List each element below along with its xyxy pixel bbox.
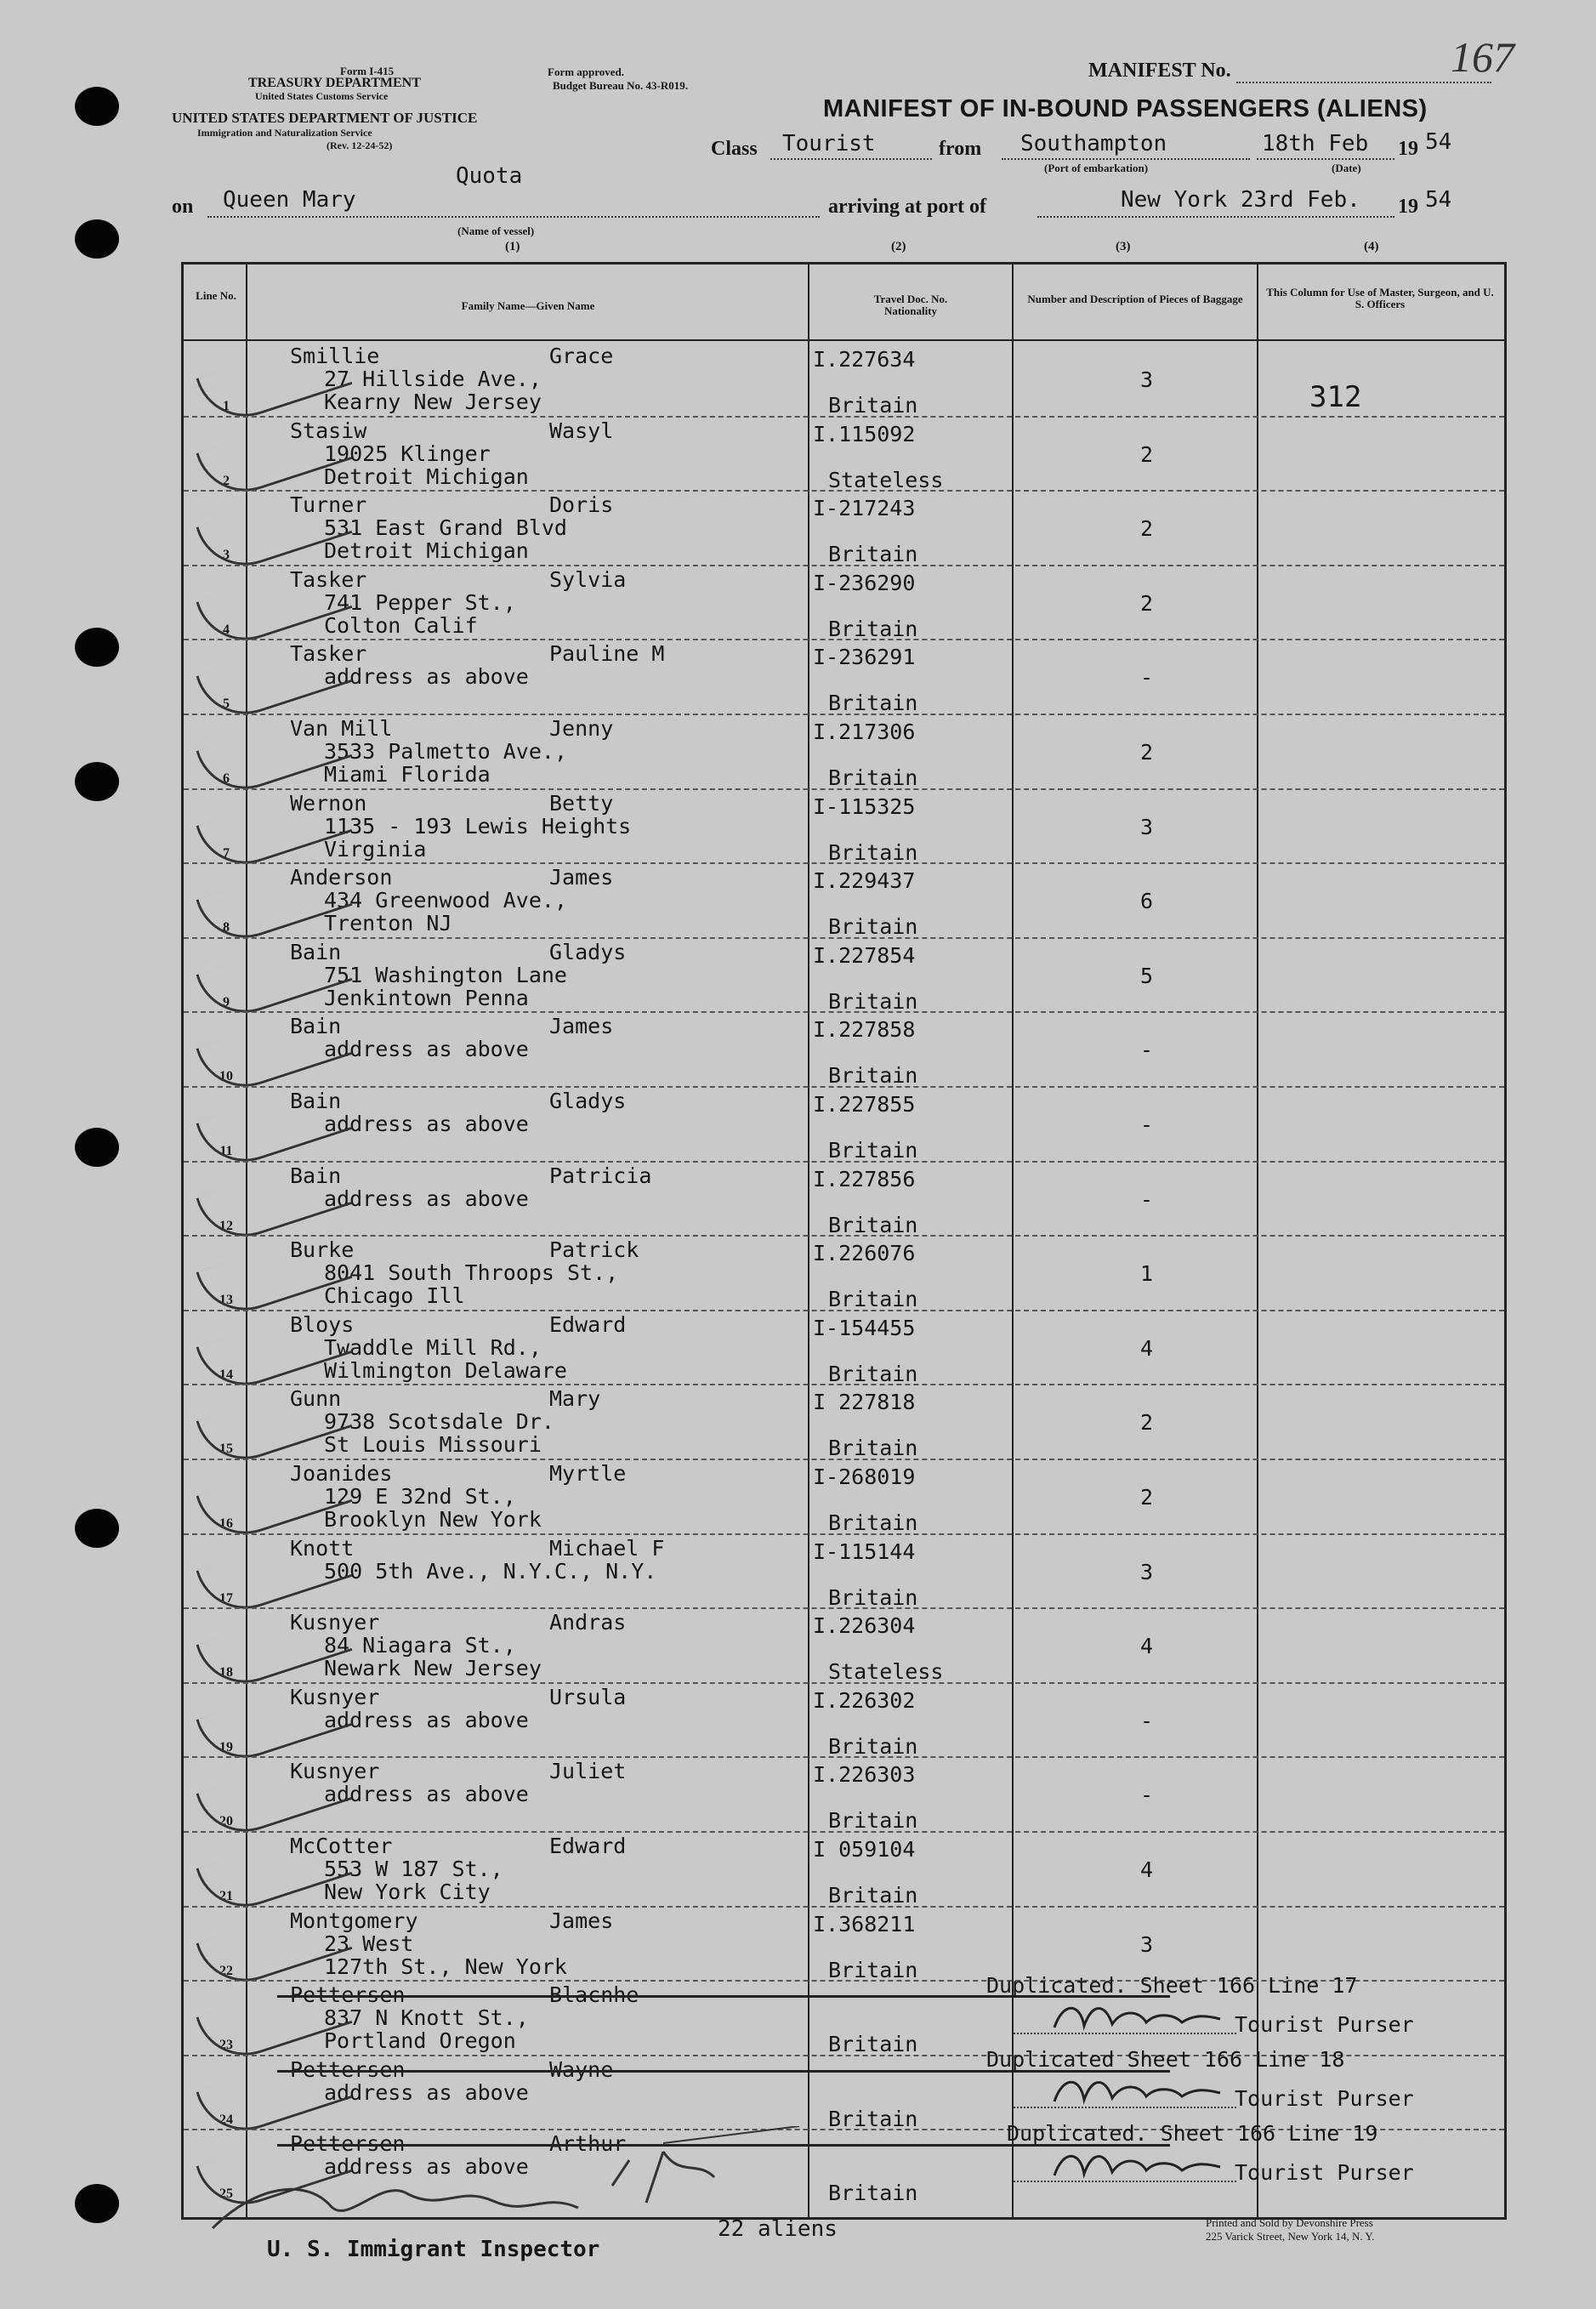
family-name: McCotter <box>290 1834 393 1858</box>
line-number: 2 <box>223 473 230 488</box>
travel-doc-no: I.226304 <box>813 1613 916 1639</box>
travel-doc-no: I 227818 <box>813 1390 916 1415</box>
family-name: Turner <box>290 492 367 518</box>
baggage-count: 3 <box>1140 814 1154 839</box>
duplicate-text: Duplicated Sheet 166 Line 18 <box>986 2047 1345 2072</box>
baggage-count: 2 <box>1140 1485 1154 1510</box>
table-row <box>184 492 1504 566</box>
class-line <box>770 158 932 160</box>
travel-doc-no: I.227856 <box>813 1166 916 1191</box>
nationality: Britain <box>828 2032 918 2057</box>
nationality: Stateless <box>828 1659 944 1685</box>
date-line <box>1257 158 1394 160</box>
table-row <box>184 418 1504 492</box>
travel-doc-no: I 059104 <box>813 1837 916 1862</box>
family-name: Tasker <box>290 566 367 592</box>
line-number: 13 <box>219 1293 233 1308</box>
col-num-2: (2) <box>891 240 906 253</box>
address-line-1: 19025 Klinger <box>324 441 491 466</box>
line-number: 25 <box>219 2187 233 2202</box>
address-line-1: address as above <box>324 664 529 690</box>
address-line-2: Newark New Jersey <box>324 1656 542 1681</box>
given-name: James <box>549 865 614 890</box>
baggage-count: 2 <box>1140 1410 1154 1436</box>
printer-line-1: Printed and Sold by Devonshire Press <box>1206 2216 1373 2229</box>
family-name: Bain <box>290 1089 342 1113</box>
class-label: Class <box>711 138 758 160</box>
arriving-label: arriving at port of <box>828 196 986 218</box>
nationality: Britain <box>828 2181 918 2206</box>
address-line-1: 27 Hillside Ave., <box>324 367 542 391</box>
line-number: 8 <box>223 920 230 936</box>
given-name: Arthur <box>549 2131 627 2157</box>
col-head-baggage: Number and Description of Pieces of Baggage <box>1027 293 1243 305</box>
address-line-1: address as above <box>324 1037 529 1062</box>
table-row <box>184 1311 1504 1385</box>
from-caption: (Port of embarkation) <box>1044 162 1149 174</box>
family-name: Bloys <box>290 1311 355 1337</box>
punch-hole <box>75 1128 119 1167</box>
line-number: 7 <box>223 845 230 861</box>
address-line-1: 531 East Grand Blvd <box>324 515 567 541</box>
line-number: 16 <box>219 1516 233 1531</box>
printer-line-2: 225 Varick Street, New York 14, N. Y. <box>1206 2230 1375 2243</box>
family-name: Joanides <box>290 1461 393 1486</box>
from-value: Southampton <box>1020 131 1167 156</box>
family-name: Smillie <box>290 344 380 368</box>
purser-signature <box>1046 1993 1233 2036</box>
nationality: Britain <box>828 1808 918 1834</box>
address-line-2: Brooklyn New York <box>324 1507 542 1532</box>
given-name: Myrtle <box>549 1461 627 1486</box>
nationality: Britain <box>828 1957 918 1982</box>
nationality: Britain <box>828 765 918 790</box>
given-name: Doris <box>549 492 614 518</box>
nationality: Britain <box>828 691 918 716</box>
line-number: 4 <box>223 622 230 637</box>
given-name: Mary <box>549 1386 601 1412</box>
address-line-1: 1135 - 193 Lewis Heights <box>324 813 632 839</box>
date-value: 18th Feb <box>1262 131 1369 156</box>
from-line <box>1002 158 1250 160</box>
arr-year-prefix: 19 <box>1398 196 1418 218</box>
family-name: Gunn <box>290 1386 342 1412</box>
line-number: 14 <box>219 1367 233 1382</box>
family-name: Anderson <box>290 865 393 890</box>
address-line-2: Colton Calif <box>324 612 478 638</box>
address-line-1: 434 Greenwood Ave., <box>324 888 567 913</box>
given-name: Grace <box>549 344 614 368</box>
travel-doc-no: I-217243 <box>813 496 916 521</box>
manifest-table <box>181 262 1507 2220</box>
duplicate-text: Duplicated. Sheet 166 Line 17 <box>986 1973 1358 1998</box>
purser-signature <box>1046 2067 1233 2110</box>
col-num-3: (3) <box>1116 240 1131 253</box>
given-name: Wasyl <box>549 418 614 443</box>
baggage-count: 3 <box>1140 1559 1154 1584</box>
punch-hole <box>75 219 119 259</box>
family-name: Tasker <box>290 641 367 667</box>
table-row <box>184 1088 1504 1162</box>
family-name: Pettersen <box>290 1982 406 2008</box>
family-name: Wernon <box>290 790 367 816</box>
address-line-1: address as above <box>324 1782 529 1807</box>
address-line-1: address as above <box>324 1707 529 1732</box>
arr-year-suffix: 54 <box>1425 187 1452 213</box>
aliens-count: 22 aliens <box>718 2216 838 2242</box>
address-line-1: 8041 South Throops St., <box>324 1260 619 1286</box>
date-caption: (Date) <box>1332 162 1361 174</box>
table-row <box>184 790 1504 864</box>
purser-signature <box>1046 2141 1233 2184</box>
address-line-1: 3533 Palmetto Ave., <box>324 739 567 764</box>
table-row <box>184 640 1504 714</box>
col-num-1: (1) <box>505 240 520 253</box>
baggage-count: - <box>1140 1038 1154 1063</box>
address-line-2: Chicago Ill <box>324 1283 465 1309</box>
year-suffix: 54 <box>1425 129 1452 155</box>
table-row <box>184 1460 1504 1534</box>
travel-doc-no: I-115325 <box>813 793 916 819</box>
line-number: 24 <box>219 2112 233 2127</box>
line-number: 20 <box>219 1814 233 1829</box>
purser-role: Tourist Purser <box>1235 2012 1414 2037</box>
manifest-no-line <box>1236 82 1491 83</box>
treasury-dept: TREASURY DEPARTMENT <box>248 76 421 90</box>
travel-doc-no: I.368211 <box>813 1911 916 1936</box>
family-name: Van Mill <box>290 716 393 741</box>
given-name: Gladys <box>549 939 627 964</box>
from-label: from <box>939 138 982 160</box>
line-number: 11 <box>219 1144 233 1158</box>
travel-doc-no: I-268019 <box>813 1464 916 1489</box>
nationality: Britain <box>828 1584 918 1610</box>
purser-role: Tourist Purser <box>1235 2160 1414 2185</box>
travel-doc-no: I.217306 <box>813 719 916 744</box>
family-name: Burke <box>290 1237 355 1263</box>
revision: (Rev. 12-24-52) <box>327 139 393 151</box>
line-number: 10 <box>219 1069 233 1084</box>
col-head-officers: This Column for Use of Master, Surgeon, and U. S. Officers <box>1266 286 1494 310</box>
vessel-line <box>207 216 820 218</box>
form-number: Form I-415 <box>340 65 395 77</box>
given-name: Andras <box>549 1610 627 1635</box>
address-line-1: address as above <box>324 1112 529 1136</box>
address-line-1: 751 Washington Lane <box>324 962 567 987</box>
nationality: Britain <box>828 393 918 418</box>
travel-doc-no: I.227854 <box>813 942 916 968</box>
vessel-caption: (Name of vessel) <box>457 225 535 237</box>
baggage-count: - <box>1140 1112 1154 1137</box>
line-number: 15 <box>219 1442 233 1457</box>
address-line-1: 84 Niagara St., <box>324 1633 516 1658</box>
justice-dept: UNITED STATES DEPARTMENT OF JUSTICE <box>172 110 478 126</box>
travel-doc-no: I-115144 <box>813 1538 916 1564</box>
baggage-count: 2 <box>1140 441 1154 467</box>
address-line-2: 127th St., New York <box>324 1954 567 1979</box>
table-row <box>184 864 1504 938</box>
class-value: Tourist <box>782 131 876 156</box>
baggage-count: 4 <box>1140 1335 1154 1361</box>
address-line-2: Jenkintown Penna <box>324 985 529 1010</box>
col-num-4: (4) <box>1364 240 1379 253</box>
header-divider <box>184 339 1504 341</box>
line-number: 12 <box>219 1218 233 1233</box>
arriving-line <box>1037 216 1394 218</box>
line-number: 22 <box>219 1963 233 1978</box>
address-line-2: Trenton NJ <box>324 911 452 936</box>
given-name: Wayne <box>549 2056 614 2082</box>
address-line-2: Detroit Michigan <box>324 538 529 564</box>
duplicate-text: Duplicated. Sheet 166 Line 19 <box>1007 2121 1378 2146</box>
address-line-1: 9738 Scotsdale Dr. <box>324 1409 554 1435</box>
table-row <box>184 343 1504 417</box>
nationality: Britain <box>828 2106 918 2131</box>
address-line-2: Wilmington Delaware <box>324 1357 567 1383</box>
travel-doc-no: I.227858 <box>813 1017 916 1043</box>
form-approved: Form approved. <box>548 65 625 78</box>
given-name: Pauline M <box>549 641 665 667</box>
baggage-count: 3 <box>1140 367 1154 392</box>
family-name: Bain <box>290 1163 342 1188</box>
line-number: 1 <box>223 399 230 413</box>
table-row <box>184 1609 1504 1683</box>
punch-hole <box>75 762 119 801</box>
nationality: Britain <box>828 1063 918 1089</box>
given-name: Edward <box>549 1834 627 1858</box>
nationality: Britain <box>828 616 918 641</box>
punch-hole <box>75 2184 119 2223</box>
travel-doc-no: I.226303 <box>813 1762 916 1788</box>
line-number: 3 <box>223 548 230 563</box>
family-name: Kusnyer <box>290 1759 380 1784</box>
address-line-1: 23 West <box>324 1931 414 1956</box>
travel-doc-no: I-236291 <box>813 645 916 670</box>
line-number: 19 <box>219 1739 233 1754</box>
given-name: James <box>549 1014 614 1039</box>
address-line-1: address as above <box>324 2154 529 2180</box>
line-number: 17 <box>219 1590 233 1606</box>
nationality: Britain <box>828 1287 918 1312</box>
address-line-1: address as above <box>324 2079 529 2105</box>
ins-service: Immigration and Naturalization Service <box>197 127 372 139</box>
punch-hole <box>75 87 119 126</box>
address-line-1: Twaddle Mill Rd., <box>324 1334 542 1360</box>
family-name: Knott <box>290 1535 355 1561</box>
family-name: Montgomery <box>290 1908 418 1933</box>
given-name: Sylvia <box>549 566 627 592</box>
customs-service: United States Customs Service <box>255 90 389 102</box>
line-number: 23 <box>219 2038 233 2053</box>
address-line-1: 129 E 32nd St., <box>324 1484 516 1509</box>
nationality: Britain <box>828 1361 918 1386</box>
travel-doc-no: I.226302 <box>813 1687 916 1713</box>
table-row <box>184 1163 1504 1237</box>
page-title: MANIFEST OF IN-BOUND PASSENGERS (ALIENS) <box>823 95 1428 122</box>
punch-hole <box>75 628 119 667</box>
table-row <box>184 1758 1504 1832</box>
family-name: Bain <box>290 1014 342 1039</box>
address-line-2: Kearny New Jersey <box>324 390 542 414</box>
baggage-count: 4 <box>1140 1634 1154 1659</box>
travel-doc-no: I-236290 <box>813 570 916 595</box>
travel-doc-no: I.229437 <box>813 868 916 894</box>
year-prefix: 19 <box>1398 138 1418 160</box>
family-name: Pettersen <box>290 2131 406 2157</box>
baggage-count: 2 <box>1140 740 1154 765</box>
baggage-count: 6 <box>1140 889 1154 914</box>
baggage-count: 4 <box>1140 1857 1154 1882</box>
baggage-count: - <box>1140 1186 1154 1212</box>
address-line-2: St Louis Missouri <box>324 1432 542 1458</box>
nationality: Britain <box>828 542 918 567</box>
inspector-signature <box>187 2126 833 2245</box>
budget-bureau: Budget Bureau No. 43-R019. <box>553 79 689 92</box>
baggage-count: - <box>1140 1708 1154 1733</box>
baggage-count: 3 <box>1140 1931 1154 1957</box>
nationality: Britain <box>828 1138 918 1163</box>
nationality: Britain <box>828 1436 918 1461</box>
given-name: Patricia <box>549 1163 652 1188</box>
nationality: Britain <box>828 839 918 865</box>
inspector-label: U. S. Immigrant Inspector <box>267 2237 600 2262</box>
col-head-line-no: Line No. <box>196 289 236 302</box>
table-row <box>184 1908 1504 1982</box>
address-line-1: 741 Pepper St., <box>324 589 516 615</box>
nationality: Britain <box>828 988 918 1014</box>
table-row <box>184 1684 1504 1758</box>
line-number: 9 <box>223 994 230 1009</box>
line-number: 6 <box>223 771 230 786</box>
quota: Quota <box>456 163 523 189</box>
col-head-name: Family Name—Given Name <box>461 299 595 312</box>
line-number: 18 <box>219 1665 233 1681</box>
travel-doc-no: I-154455 <box>813 1315 916 1340</box>
table-row <box>184 1833 1504 1907</box>
arriving-value: New York 23rd Feb. <box>1121 187 1360 213</box>
address-line-1: 500 5th Ave., N.Y.C., N.Y. <box>324 1558 657 1584</box>
given-name: Betty <box>549 790 614 816</box>
travel-doc-no: I.227634 <box>813 347 916 372</box>
table-row <box>184 1385 1504 1459</box>
address-line-2: Portland Oregon <box>324 2028 516 2054</box>
given-name: James <box>549 1908 614 1933</box>
baggage-count: - <box>1140 665 1154 691</box>
vessel-name: Queen Mary <box>223 187 356 213</box>
given-name: Ursula <box>549 1684 627 1709</box>
line-number: 5 <box>223 697 230 712</box>
manifest-no-label: MANIFEST No. <box>1088 60 1231 82</box>
given-name: Jenny <box>549 716 614 741</box>
address-line-2: New York City <box>324 1880 491 1904</box>
family-name: Kusnyer <box>290 1684 380 1709</box>
officer-note: 312 <box>1309 380 1362 414</box>
nationality: Stateless <box>828 467 944 492</box>
given-name: Gladys <box>549 1089 627 1113</box>
baggage-count: 2 <box>1140 590 1154 616</box>
nationality: Britain <box>828 1883 918 1908</box>
col-head-travel: Travel Doc. No. Nationality <box>873 293 948 317</box>
nationality: Britain <box>828 914 918 940</box>
family-name: Kusnyer <box>290 1610 380 1635</box>
given-name: Patrick <box>549 1237 639 1263</box>
nationality: Britain <box>828 1212 918 1237</box>
table-row <box>184 715 1504 789</box>
manifest-no-value: 167 <box>1451 33 1514 81</box>
travel-doc-no: I.227855 <box>813 1092 916 1117</box>
punch-hole <box>75 1509 119 1548</box>
baggage-count: - <box>1140 1783 1154 1808</box>
table-row <box>184 939 1504 1013</box>
baggage-count: 1 <box>1140 1261 1154 1287</box>
table-row <box>184 1013 1504 1087</box>
family-name: Pettersen <box>290 2056 406 2082</box>
purser-role: Tourist Purser <box>1235 2086 1414 2111</box>
given-name: Michael F <box>549 1535 665 1561</box>
address-line-2: Virginia <box>324 836 427 862</box>
address-line-1: 837 N Knott St., <box>324 2005 529 2031</box>
nationality: Britain <box>828 1510 918 1535</box>
travel-doc-no: I.226076 <box>813 1241 916 1266</box>
address-line-2: Detroit Michigan <box>324 464 529 489</box>
baggage-count: 2 <box>1140 516 1154 542</box>
travel-doc-no: I.115092 <box>813 421 916 446</box>
table-row <box>184 1535 1504 1609</box>
table-row <box>184 1237 1504 1311</box>
address-line-1: 553 W 187 St., <box>324 1857 503 1881</box>
on-label: on <box>172 196 194 218</box>
given-name: Juliet <box>549 1759 627 1784</box>
family-name: Bain <box>290 939 342 964</box>
table-row <box>184 566 1504 640</box>
given-name: Edward <box>549 1311 627 1337</box>
line-number: 21 <box>219 1889 233 1903</box>
address-line-2: Miami Florida <box>324 762 491 787</box>
address-line-1: address as above <box>324 1186 529 1211</box>
baggage-count: 5 <box>1140 963 1154 988</box>
nationality: Britain <box>828 1733 918 1759</box>
given-name: Blacnhe <box>549 1982 639 2008</box>
family-name: Stasiw <box>290 418 367 443</box>
